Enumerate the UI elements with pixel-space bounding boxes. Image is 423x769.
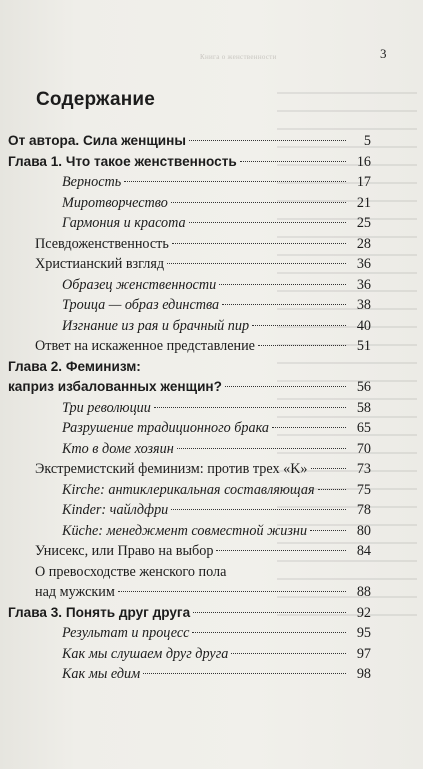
dot-leader [154,407,346,408]
toc-entry-title: Псевдоженственность [35,235,169,252]
toc-entry-title: Три революции [62,399,151,416]
toc-heading: Содержание [36,89,156,110]
toc-entry-title: Kinder: чайлдфри [62,502,169,518]
dot-leader [318,489,346,490]
toc-entry-page: 36 [356,256,371,272]
dot-leader [167,263,346,264]
toc-entry [8,664,371,685]
dot-leader [258,345,346,346]
dot-leader [225,386,346,387]
dot-leader [189,140,346,141]
dot-leader [219,284,346,285]
toc-entry-title: Ответ на искаженное представление [35,338,255,354]
toc-entry-page: 17 [356,174,371,190]
toc-entry: Глава 2. Феминизм: [8,358,141,374]
toc-entry-page: 16 [356,153,371,170]
toc-entry-page: 28 [356,235,371,252]
toc-entry [8,521,371,542]
toc-entry-page: 92 [356,604,371,621]
dot-leader [272,427,346,428]
toc-list [8,131,371,685]
dot-leader [124,181,346,182]
toc-entry-page: 21 [356,194,371,211]
toc-entry [8,213,371,234]
dot-leader [222,304,346,305]
dot-leader [216,550,346,551]
toc-entry-page: 75 [356,481,371,498]
toc-entry-page: 80 [356,522,371,539]
toc-entry-page: 70 [356,440,371,457]
toc-entry [8,254,371,275]
toc-entry-title: Как мы едим [62,666,141,682]
toc-entry-title: Как мы слушаем друг друга [62,645,229,662]
dot-leader [240,161,346,162]
toc-entry [8,316,371,337]
toc-entry [8,275,371,296]
running-header: Книга о женственности [200,53,277,61]
toc-entry-title: Результат и процесс [62,625,190,641]
toc-entry-page: 84 [356,543,371,559]
toc-entry-page: 97 [356,645,371,662]
toc-entry-page: 98 [356,666,371,682]
toc-entry [8,500,371,521]
toc-entry-page: 95 [356,625,371,641]
toc-entry-page: 78 [356,502,371,518]
toc-entry-page: 65 [356,420,371,436]
dot-leader [192,632,346,633]
toc-entry [8,582,371,603]
toc-entry-title: Троица — образ единства [62,297,220,313]
toc-entry-page: 58 [356,399,371,416]
toc-entry-page: 40 [356,317,371,334]
dot-leader [252,325,346,326]
toc-entry-page: 88 [356,584,371,600]
toc-entry [8,623,371,644]
dot-leader [311,468,346,469]
toc-entry-title: каприз избалованных женщин? [8,379,222,394]
toc-entry-page: 38 [356,297,371,313]
dot-leader [193,612,346,613]
toc-entry [8,336,371,357]
toc-entry-title: Миротворчество [62,194,168,211]
toc-entry-title: Küche: менеджмент совместной жизни [62,522,308,539]
toc-entry [8,418,371,439]
toc-entry [8,398,371,419]
toc-entry [8,480,371,501]
dot-leader [310,530,346,531]
toc-entry-page: 56 [356,379,371,395]
toc-entry-page: 36 [356,276,371,293]
toc-entry-title: Глава 1. Что такое женственность [8,153,237,169]
toc-entry-title: Образец женственности [62,276,217,293]
toc-entry-title: Кто в доме хозяин [62,440,174,457]
toc-entry-page: 51 [356,338,371,354]
toc-entry [8,603,371,624]
dot-leader [189,222,346,223]
toc-entry-title: Kirche: антиклерикальная составляющая [62,481,315,498]
toc-entry [8,541,371,562]
page-number: 3 [380,46,387,61]
toc-entry-title: Разрушение традиционного брака [62,420,269,436]
toc-entry-title: Экстремистский феминизм: против трех «K» [35,461,308,477]
dot-leader [171,509,346,510]
toc-entry [8,131,371,152]
toc-entry-title: Глава 3. Понять друг друга [8,604,191,620]
dot-leader [118,591,346,592]
toc-entry-title: над мужским [35,584,115,600]
toc-entry-title: От автора. Сила женщины [8,133,186,148]
toc-entry [8,439,371,460]
dot-leader [171,202,346,203]
toc-entry [8,152,371,173]
dot-leader [177,448,346,449]
toc-entry-page: 25 [356,215,371,231]
toc-entry-title: Унисекс, или Право на выбор [35,543,214,559]
toc-entry [8,193,371,214]
toc-entry [8,172,371,193]
toc-entry: О превосходстве женского пола [35,563,227,580]
toc-entry-page: 73 [356,461,371,477]
toc-entry [8,377,371,398]
toc-entry-title: Гармония и красота [62,215,186,231]
dot-leader [172,243,346,244]
dot-leader [143,673,346,674]
toc-entry-page: 5 [363,133,371,149]
toc-entry [8,644,371,665]
dot-leader [231,653,346,654]
toc-entry-title: Христианский взгляд [35,256,165,272]
toc-entry-title: Изгнание из рая и брачный пир [62,317,250,334]
toc-entry [8,459,371,480]
toc-entry [8,234,371,255]
toc-entry-title: Верность [62,174,122,190]
toc-entry [8,295,371,316]
